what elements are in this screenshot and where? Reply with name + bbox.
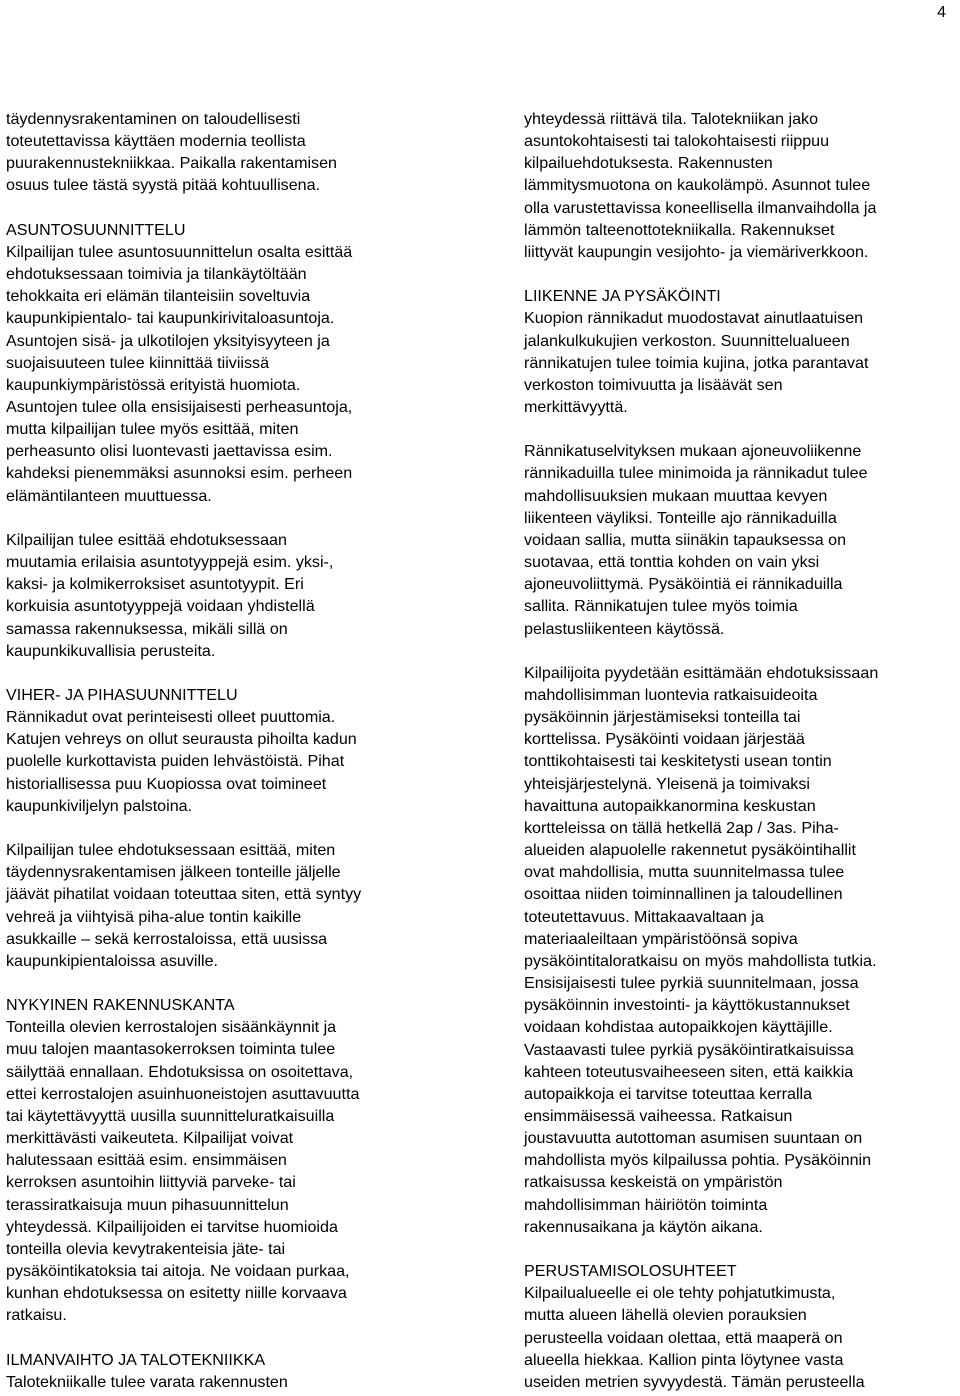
section-viher-ja-pihasuunnittelu: VIHER- JA PIHASUUNNITTELU Rännikadut ovat perinteisesti olleet puuttomia. Katujen vehreys on ollut seurausta pihoilta kadun puolelle kurkottavista puiden lehvästöistä. Pihat historiallisessa puu Kuopiossa ovat toimineet kaupunkiviljelyn palstoina.: [6, 686, 357, 815]
paragraph-asuntotyypit: Kilpailijan tulee esittää ehdotuksessaan muutamia erilaisia asuntotyyppejä esim. yksi-, kaksi- ja kolmikerroksiset asuntotyypit. Eri korkuisia asuntotyyppejä voidaan yhdistellä samassa rakennuksessa, mikäli sillä on kaupunkikuvallisia perusteita.: [6, 530, 334, 660]
left-column: [6, 108, 442, 1393]
section-liikenne-ja-pysakointi: LIIKENNE JA PYSÄKÖINTI Kuopion rännikadut muodostavat ainutlaatuisen jalankulkukujien verkoston. Suunnittelualueen rännikatujen tulee toimia kujina, jotka parantavat verkoston toimivuutta ja lisäävät sen merkittävyyttä.: [524, 287, 869, 417]
paragraph-rannikatuselvitys: Rännikatuselvityksen mukaan ajoneuvoliikenne rännikaduilla tulee minimoida ja rännikadut tulee mahdollisuuksien mukaan muuttaa kevyen liikenteen väyliksi. Tonteille ajo rännikaduilla voidaan sallia, mutta siinäkin tapauksessa on suotavaa, että tonttia kohden on vain yksi ajoneuvoliittymä. Pysäköintiä ei rännikaduilla sallita. Rännikatujen tulee myös toimia pelastusliikenteen käytössä.: [524, 442, 868, 638]
paragraph-talotekniikka-continued: yhteydessä riittävä tila. Talotekniikan jako asuntokohtaisesti tai talokohtaisesti riippuu kilpailuehdotuksesta. Rakennusten lämmitysmuotona on kaukolämpö. Asunnot tulee olla varustettavissa koneellisella ilmanvaihdolla ja lämmön talteenottotekniikalla. Rakennukset liittyvät kaupungin vesijohto- ja viemäriverkkoon.: [524, 110, 877, 261]
section-perustamisolosuhteet: PERUSTAMISOLOSUHTEET Kilpailualueelle ei ole tehty pohjatutkimusta, mutta alueen lähellä olevien porauksien perusteella voidaan olettaa, että maaperä on alueella hiekkaa. Kallion pinta löytynee vasta useiden metrien syvyydestä. Tämän perusteella: [524, 1262, 865, 1391]
paragraph-pihatilat: Kilpailijan tulee ehdotuksessaan esittää, miten täydennysrakentamisen jälkeen tonteille jäljelle jäävät pihatilat voidaan toteuttaa siten, että syntyy vehreä ja viihtyisä piha-alue tontin kaikille asukkaille – sekä kerrostaloissa, että uusissa kaupunkipientaloissa asuville.: [6, 841, 362, 970]
paragraph-pysakointiratkaisut: Kilpailijoita pyydetään esittämään ehdotuksissaan mahdollisimman luontevia ratkaisuideoita pysäköinnin järjestämiseksi tonteilla tai korttelissa. Pysäköinti voidaan järjestää tonttikohtaisesti tai keskitetysti usean tontin yhteisjärjestelynä. Yleisenä ja toimivaksi havaittuna autopaikkanormina keskustan kortteleissa on tällä hetkellä 2ap / 3as. Piha- alueiden alapuolelle rakennetut pysäköintihallit ovat mahdollisia, mutta suunnitelmassa tulee osoittaa niiden toiminnallinen ja taloudellinen toteutettavuus. Mittakaavaltaan ja materiaaleiltaan ympäristöönsä sopiva pysäköintitaloratkaisu on myös mahdollista tutkia. Ensisijaisesti tulee pyrkiä suunnitelmaan, jossa pysäköinnin investointi- ja käyttökustannukset voidaan kohdistaa autopaikkojen käyttäjille. Vastaavasti tulee pyrkiä pysäköintiratkaisuissa kahteen toteutusvaiheeseen siten, että kaikkia autopaikkoja ei tarvitse toteuttaa kerralla ensimmäisessä vaiheessa. Ratkaisun joustavuutta autottoman asumisen suuntaan on mahdollista myös kilpailussa pohtia. Pysäköinnin ratkaisussa keskeistä on ympäristön mahdollisimman häiriötön toiminta rakennusaikana ja käytön aikana.: [524, 663, 879, 1236]
section-ilmanvaihto-ja-talotekniikka: ILMANVAIHTO JA TALOTEKNIIKKA Talotekniikalle tulee varata rakennusten: [6, 1350, 288, 1391]
page-number: 4: [937, 4, 946, 21]
right-column: [524, 108, 960, 1393]
section-asuntosuunnittelu: ASUNTOSUUNNITTELU Kilpailijan tulee asuntosuunnittelun osalta esittää ehdotuksessaan toimivia ja tilankäytöltään tehokkaita eri elämän tilanteisiin soveltuvia kaupunkipientalo- tai kaupunkirivitaloasuntoja. Asuntojen sisä- ja ulkotilojen yksityisyyteen ja suojaisuuteen tulee kiinnittää tiiviissä kaupunkiympäristössä erityistä huomiota. Asuntojen tulee olla ensisijaisesti perheasuntoja, mutta kilpailijan tulee myös esittää, miten perheasunto olisi luontevasti jaettavissa esim. kahdeksi pienemmäksi asunnoksi esim. perheen elämäntilanteen muuttuessa.: [6, 220, 353, 505]
section-nykyinen-rakennuskanta: NYKYINEN RAKENNUSKANTA Tonteilla olevien kerrostalojen sisäänkäynnit ja muu talojen maantasokerroksen toiminta tulee säilyttää ennallaan. Ehdotuksissa on osoitettava, ettei kerrostalojen asuinhuoneistojen asuttavuutta tai käytettävyyttä uusilla suunnitteluratkaisuilla merkittävästi vaikeuteta. Kilpailijat voivat halutessaan esittää esim. ensimmäisen kerroksen asuntoihin liittyviä parveke- tai terassiratkaisuja muun pihasuunnittelun yhteydessä. Kilpailijoiden ei tarvitse huomioida tonteilla olevia kevytrakenteisia jäte- tai pysäköintikatoksia tai aitoja. Ne voidaan purkaa, kunhan ehdotuksessa on esitetty niille korvaava ratkaisu.: [6, 996, 360, 1325]
paragraph-intro-continued: täydennysrakentaminen on taloudellisesti toteutettavissa käyttäen modernia teollista puurakennustekniikkaa. Paikalla rakentamisen osuus tulee tästä syystä pitää kohtuullisena.: [6, 110, 338, 195]
